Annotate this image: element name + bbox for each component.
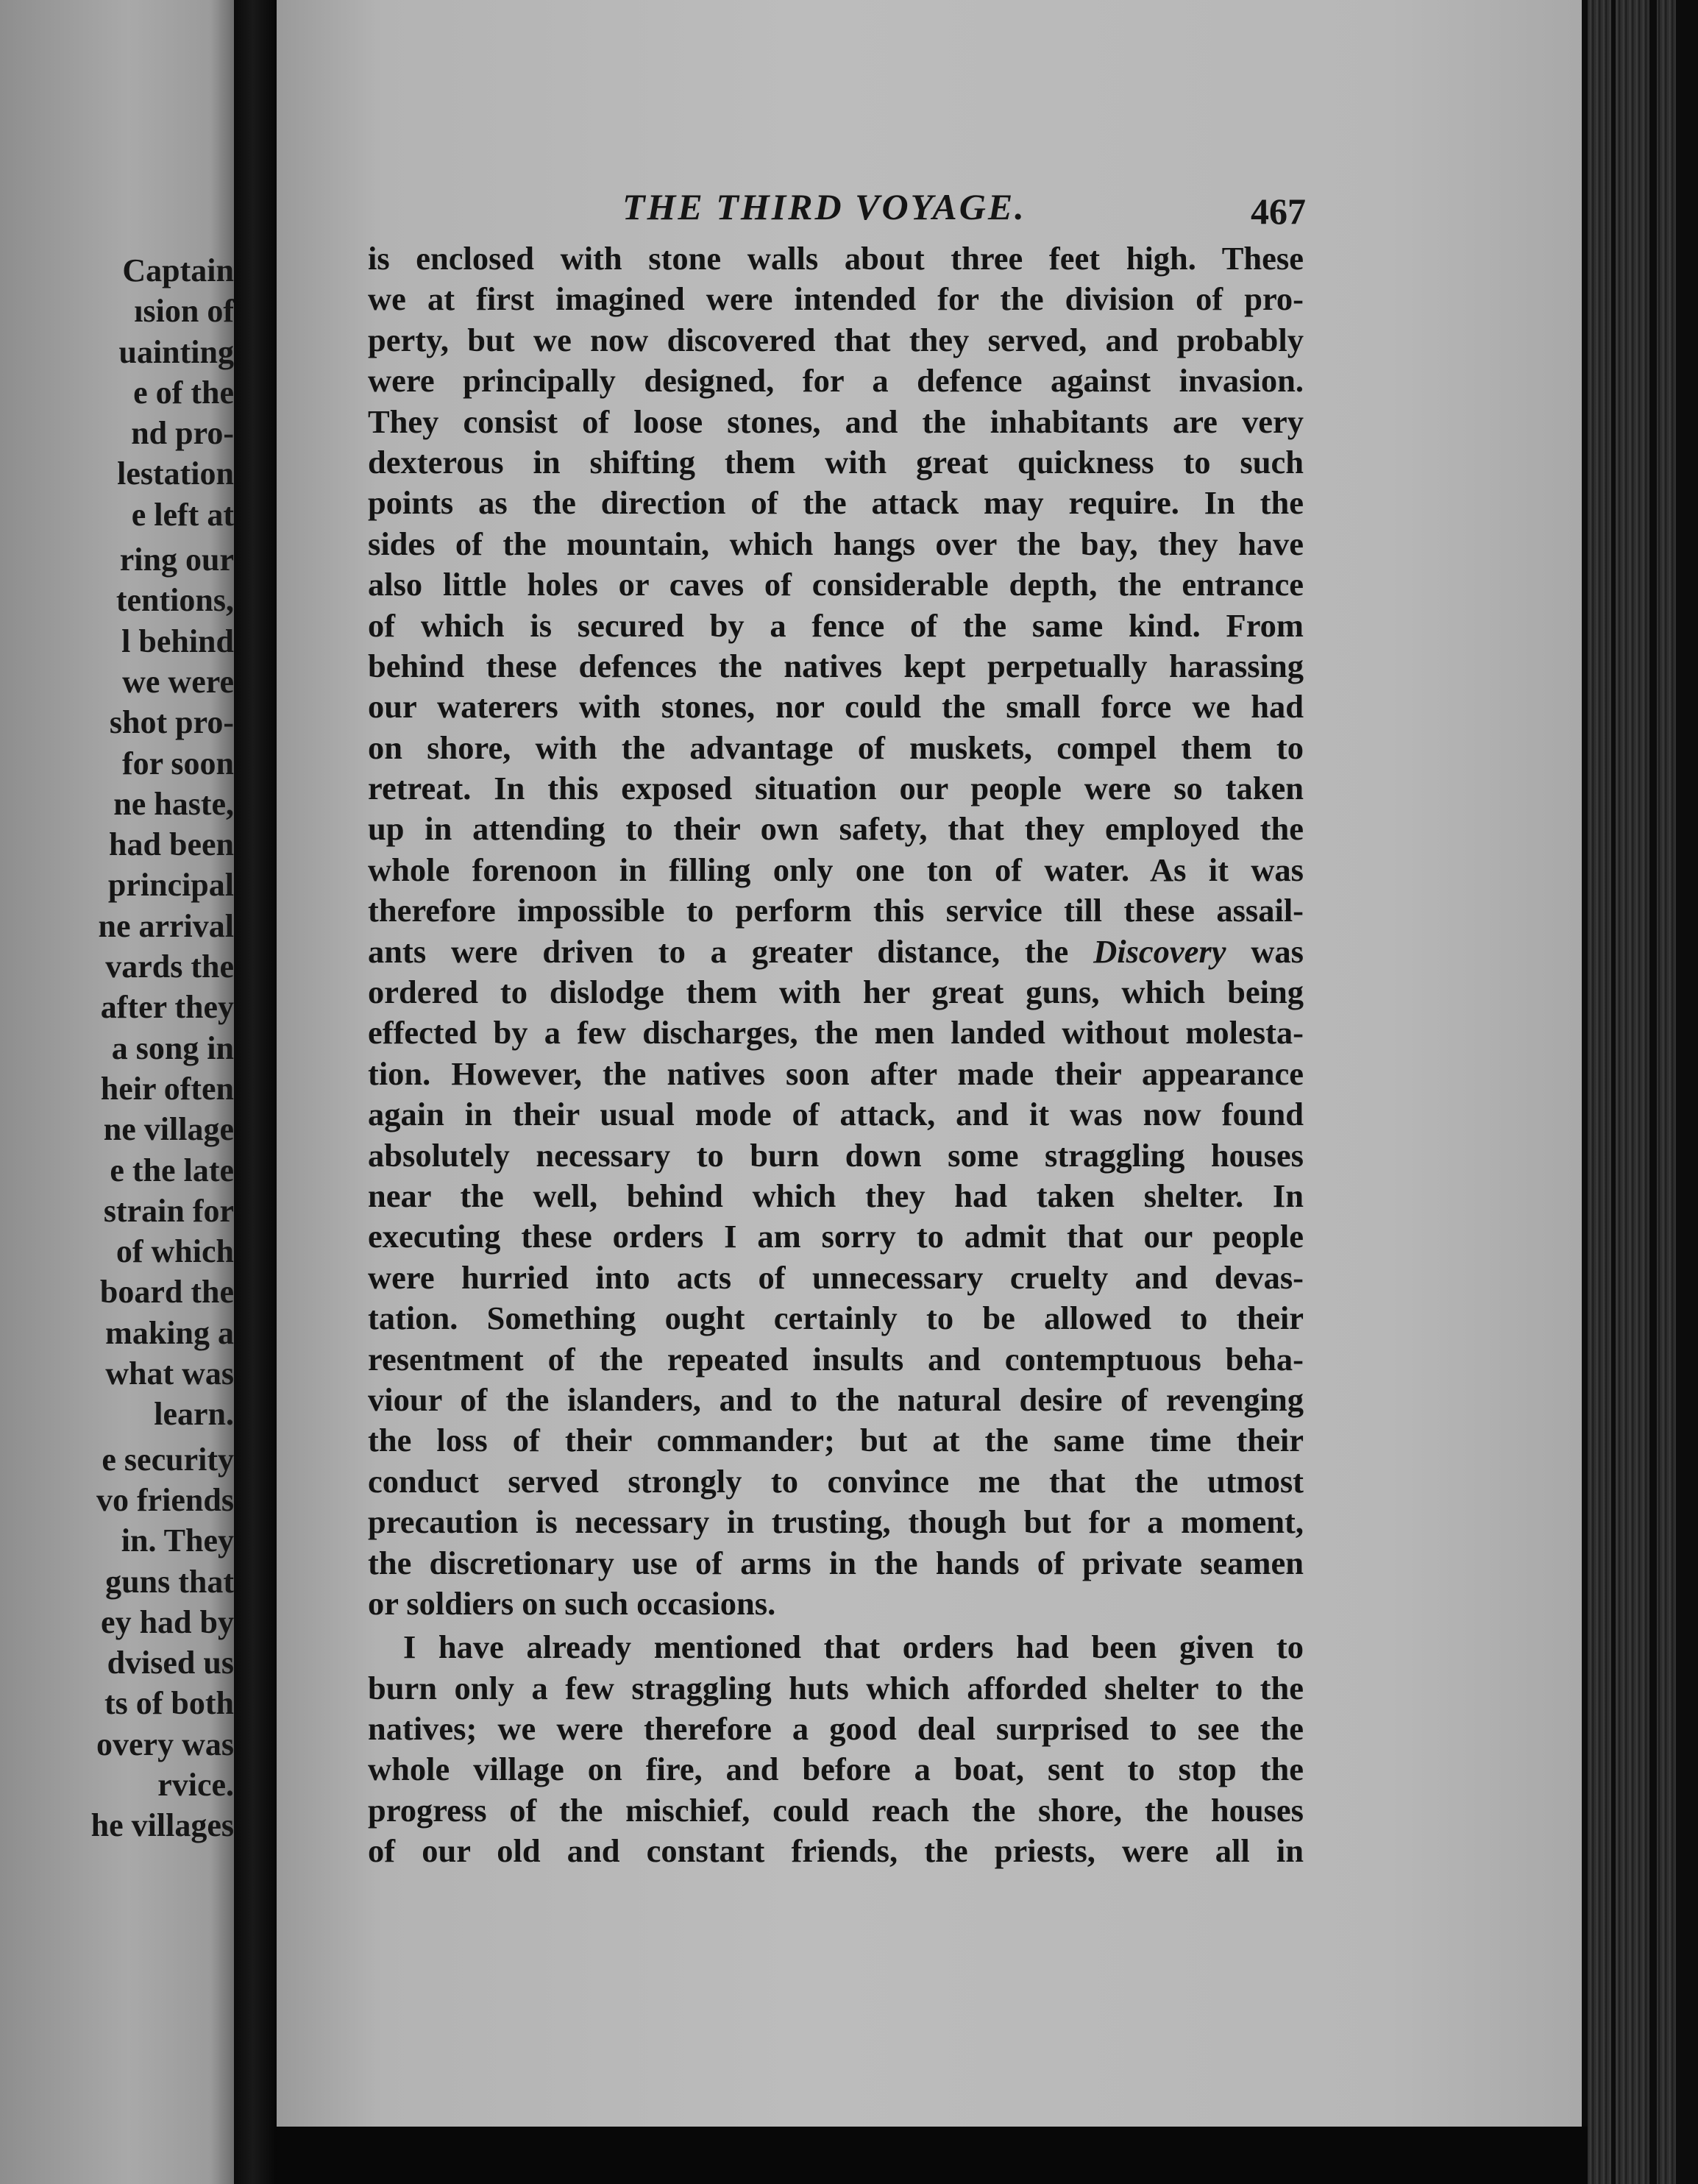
text-line: viour of the islanders, and to the natural desire of revenging [368, 1380, 1304, 1418]
left-page-line: a song in [111, 1029, 234, 1066]
text-line: our waterers with stones, nor could the small force we had [368, 688, 1304, 726]
left-page-line: overy was [96, 1726, 234, 1762]
left-page-text [0, 250, 234, 1846]
text-line: behind these defences the natives kept perpetually harassing [368, 647, 1304, 684]
text-line: were principally designed, for a defence against invasion. [368, 362, 1304, 400]
text-line: or soldiers on such occasions. [368, 1584, 776, 1622]
left-page-line: after they [100, 989, 234, 1026]
page-edges [1582, 0, 1698, 2184]
ship-name: Discovery [1093, 932, 1226, 970]
text-line [368, 932, 1304, 972]
left-page-line: he villages [90, 1807, 234, 1844]
bottom-shadow [277, 2127, 1588, 2184]
text-line: precaution is necessary in trusting, though but for a moment, [368, 1503, 1304, 1541]
text-line: resentment of the repeated insults and contemptuous beha- [368, 1340, 1304, 1378]
text-line: progress of the mischief, could reach the shore, the houses [368, 1791, 1304, 1829]
left-page-line: vards the [105, 949, 234, 985]
text-line: They consist of loose stones, and the inhabitants are very [368, 403, 1304, 440]
text-line: conduct served strongly to convince me that the utmost [368, 1462, 1304, 1500]
left-page-line: what was [105, 1355, 234, 1392]
text-line: again in their usual mode of attack, and it was now found [368, 1096, 1304, 1133]
left-page-line: vo friends [96, 1481, 234, 1518]
left-page-line: e left at [131, 496, 234, 533]
text-line: I have already mentioned that orders had been given to [403, 1628, 1304, 1666]
text-line: retreat. In this exposed situation our people were so taken [368, 770, 1304, 807]
left-page-line: tentions, [116, 582, 234, 619]
text-line: on shore, with the advantage of muskets, compel them to [368, 728, 1304, 766]
left-page-line: nd pro- [131, 415, 234, 452]
text-line: points as the direction of the attack may require. In the [368, 484, 1304, 522]
left-page-line: ring our [119, 542, 234, 578]
text-fragment: was [1226, 932, 1304, 970]
left-page-line: e of the [133, 374, 234, 411]
left-page-line: guns that [105, 1563, 234, 1600]
left-page-line: dvised us [107, 1645, 234, 1681]
left-page-line: l behind [121, 623, 234, 659]
left-page-line: Captain [122, 252, 234, 288]
left-page [0, 0, 234, 2184]
text-line: whole forenoon in filling only one ton of water. As it was [368, 851, 1304, 888]
left-page-line: heir often [100, 1070, 234, 1107]
text-line: were hurried into acts of unnecessary cruelty and devas- [368, 1258, 1304, 1296]
left-page-line: ne village [103, 1111, 234, 1148]
text-line: we at first imagined were intended for the division of pro- [368, 280, 1304, 318]
left-page-line: e the late [110, 1152, 234, 1188]
text-line: is enclosed with stone walls about three feet high. These [368, 240, 1304, 277]
text-line: burn only a few straggling huts which afforded shelter to the [368, 1669, 1304, 1706]
text-line: natives; we were therefore a good deal surprised to see the [368, 1710, 1304, 1748]
text-line: executing these orders I am sorry to admit that our people [368, 1218, 1304, 1255]
left-page-line: for soon [122, 745, 234, 781]
text-line: absolutely necessary to burn down some straggling houses [368, 1136, 1304, 1174]
page-number: 467 [1251, 191, 1306, 232]
left-page-line: e security [102, 1441, 234, 1478]
left-page-line: we were [122, 663, 234, 700]
left-page-line: principal [107, 867, 234, 904]
text-line: sides of the mountain, which hangs over the bay, they have [368, 525, 1304, 562]
text-line: the loss of their commander; but at the same time their [368, 1422, 1304, 1459]
text-line: of our old and constant friends, the priests, were all in [368, 1832, 1304, 1870]
text-fragment: ants were driven to a greater distance, the [368, 932, 1094, 970]
book-gutter [234, 0, 277, 2184]
text-line: perty, but we now discovered that they served, and probably [368, 321, 1304, 358]
page-body [368, 238, 1304, 1872]
left-page-line: making a [105, 1314, 234, 1351]
left-page-line: ts of both [104, 1685, 234, 1722]
text-line: ordered to dislodge them with her great guns, which being [368, 974, 1304, 1011]
left-page-line: board the [99, 1274, 234, 1311]
left-page-line: of which [116, 1233, 234, 1270]
text-line: dexterous in shifting them with great quickness to such [368, 443, 1304, 481]
text-line: the discretionary use of arms in the hands of private seamen [368, 1544, 1304, 1581]
left-page-line: shot pro- [109, 704, 234, 741]
text-line: up in attending to their own safety, that they employed the [368, 810, 1304, 848]
left-page-line: uainting [118, 333, 234, 370]
text-line: effected by a few discharges, the men landed without molesta- [368, 1014, 1304, 1052]
left-page-line: ısion of [134, 293, 234, 330]
text-line: tation. Something ought certainly to be allowed to their [368, 1300, 1304, 1337]
text-line: also little holes or caves of considerable depth, the entrance [368, 566, 1304, 603]
text-line: therefore impossible to perform this service till these assail- [368, 892, 1304, 929]
left-page-line: ne arrival [98, 907, 234, 944]
left-page-line: rvice. [157, 1766, 234, 1803]
text-line: near the well, behind which they had taken shelter. In [368, 1177, 1304, 1214]
text-line: tion. However, the natives soon after made their appearance [368, 1054, 1304, 1092]
text-line: of which is secured by a fence of the same kind. From [368, 606, 1304, 644]
left-page-line: in. They [121, 1522, 234, 1559]
text-line: whole village on fire, and before a boat, sent to stop the [368, 1751, 1304, 1788]
left-page-line: learn. [154, 1396, 234, 1433]
left-page-line: lestation [117, 455, 234, 492]
left-page-line: ne haste, [113, 785, 234, 822]
left-page-line: ey had by [101, 1603, 234, 1640]
left-page-line: had been [109, 826, 234, 863]
running-head: THE THIRD VOYAGE. [622, 186, 1026, 227]
left-page-line: strain for [103, 1192, 234, 1229]
